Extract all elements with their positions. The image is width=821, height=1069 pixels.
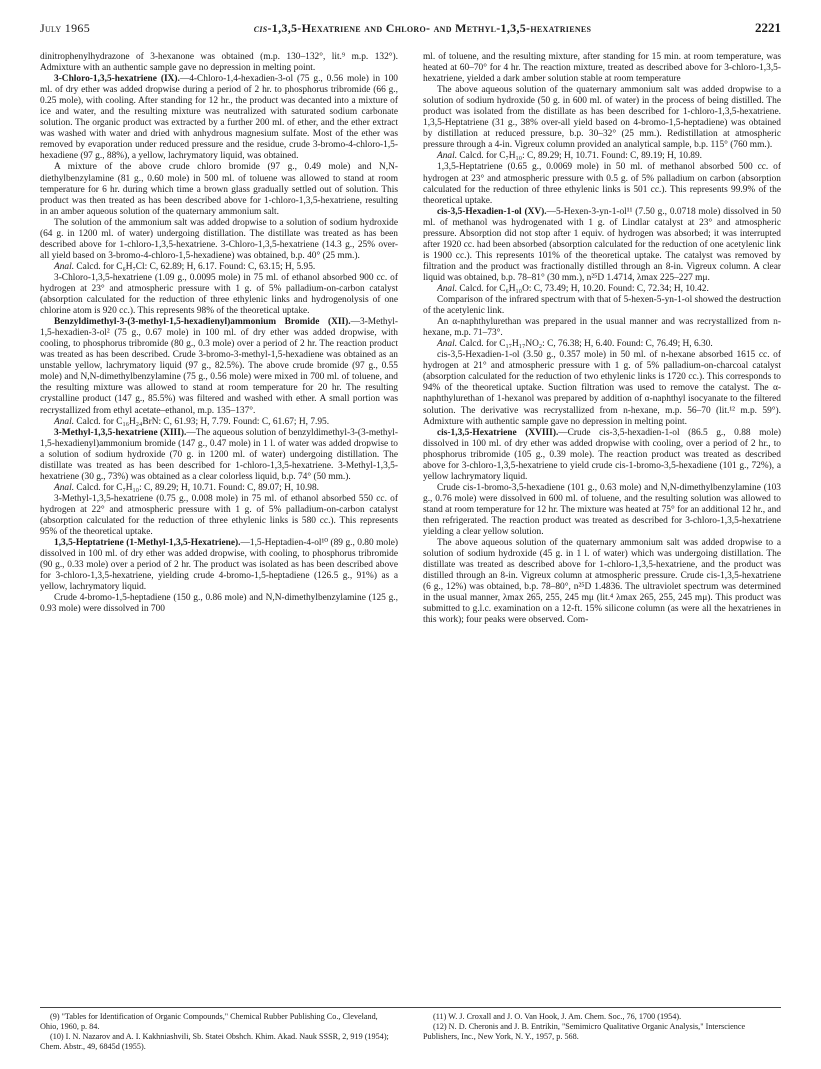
- paragraph: [40, 162, 398, 217]
- paragraph: [40, 317, 398, 416]
- analysis-label: Anal.: [437, 339, 458, 350]
- paragraph-text: Calcd. for C₁₆H₂₄BrN: C, 61.93; H, 7.79. Found: C, 61.67; H, 7.95.: [74, 416, 330, 427]
- paragraph: [423, 85, 781, 151]
- footnotes: [40, 1012, 781, 1052]
- paragraph-text: The above aqueous solution of the quaternary ammonium salt was added dropwise to a solution of sodium hydroxide (50 g. in 600 ml. of water) in the process of being distilled. The product was isolated from the distillate as has been described for 1-chloro-1,3,5-hexatriene. 1,3,5-Heptatriene (31 g., 38% over-all yield based on 4-bromo-1,5-heptadiene) was obtained by distillation at reduced pressure, b.p. 30–32° (25 mm.). Redistillation at atmospheric pressure through a 4-in. Vigreux column provided an analytical sample, b.p. 115° (760 mm.).: [423, 85, 781, 151]
- paragraph-text: ml. of toluene, and the resulting mixture, after standing for 15 min. at room temperature, was heated at 60–70° for 4 hr. The reaction mixture, treated as described above for 3-chloro-1,3,5-hexatriene, yielded a dark amber solution stable at room temperature: [423, 52, 781, 85]
- paragraph: [40, 538, 398, 593]
- paragraph: [40, 417, 398, 428]
- footnotes-right: [423, 1012, 781, 1052]
- running-header: [40, 20, 781, 36]
- analysis-label: Anal.: [54, 261, 75, 272]
- page-number: 2221: [754, 20, 781, 35]
- left-column: [40, 52, 398, 626]
- analysis-label: Anal.: [437, 151, 458, 162]
- paragraph-text: —The aqueous solution of benzyldimethyl-3-(3-methyl-1,5-hexadienyl)ammonium bromide (147 g., 0.47 mole) in 1 l. of water was added dropwise to a solution of sodium hydroxide (70 g. in 1200 ml. of water) undergoing distillation. The distillate was treated as has been described for 1-chloro-1,3,5-hexatriene. 3-Methyl-1,3,5-hexatriene (30 g., 73%) was obtained as a clear colorless liquid, b.p. 74° (50 mm.).: [40, 427, 398, 482]
- paragraph-text: Calcd. for C₁₇H₁₇NO₂: C, 76.38; H, 6.40. Found: C, 76.49; H, 6.30.: [457, 339, 713, 350]
- paragraph: [40, 218, 398, 262]
- paragraph: [423, 483, 781, 538]
- footnote-rule: [40, 1007, 781, 1008]
- paragraph: [423, 317, 781, 339]
- analysis-label: Anal.: [437, 283, 458, 294]
- header-title-text: -1,3,5-Hexatriene and Chloro- and Methyl-1,3,5-hexatrienes: [267, 21, 592, 35]
- paragraph: [423, 428, 781, 483]
- paragraph-text: dinitrophenylhydrazone of 3-hexanone was obtained (m.p. 130–132°, lit.⁹ m.p. 132°). Admixture with an authentic sample gave no depression in melting point.: [40, 52, 398, 74]
- header-title-iso: cis: [253, 21, 268, 35]
- paragraph-text: The solution of the ammonium salt was added dropwise to a solution of sodium hydroxide (64 g. in 1200 ml. of water) undergoing distillation. The distillate was treated as has been described above for 1-chloro-1,3,5-hexatriene. 3-Chloro-1,3,5-hexatriene (14.3 g., 25% over-all yield based on 3-bromo-4-chloro-1,5-hexadiene) was obtained, b.p. 40° (25 mm.).: [40, 217, 398, 261]
- paragraph-text: The above aqueous solution of the quaternary ammonium salt was added dropwise to a solution of sodium hydroxide (45 g. in 1 l. of water) which was undergoing distillation. The distillate was treated as described above for 1-chloro-1,3,5-hexatriene, and the product was distilled through an 8-in. Vigreux column at atmospheric pressure. Crude cis-1,3,5-hexatriene (6 g., 12%) was obtained, b.p. 78–80°, n²⁵D 1.4836. The ultraviolet spectrum was determined in the usual manner, λmax 265, 255, 245 mμ (lit.⁴ λmax 265, 255, 245 mμ). This product was submitted to g.l.c. examination on a 12-ft. 15% silicone column (as were all the hexatrienes in this work); four peaks were observed. Com-: [423, 538, 781, 626]
- paragraph-text: 1,3,5-Heptatriene (0.65 g., 0.0069 mole) in 50 ml. of methanol absorbed 500 cc. of hydrogen at 23° and atmospheric pressure with 0.5 g. of 5% palladium on carbon (absorption calculated for the reduction of three ethylenic links is 501 cc.). This represents 99.9% of the theoretical uptake.: [423, 162, 781, 206]
- paragraph: [40, 593, 398, 615]
- paragraph: [423, 339, 781, 350]
- paragraph-text: Calcd. for C₇H₁₀: C, 89.29; H, 10.71. Found: C, 89.19; H, 10.89.: [457, 151, 703, 162]
- paragraph-text: —Crude cis-3,5-hexadien-1-ol (86.5 g., 0.88 mole) dissolved in 100 ml. of dry ether was added dropwise with cooling, over a period of 2 hr., to phosphorus tribromide (105 g., 0.39 mole). The reaction product was treated as described above for 3-chloro-1,3,5-hexatriene to yield crude cis-1-bromo-3,5-hexadiene (101 g., 72%), a yellow lachrymatory liquid.: [423, 427, 781, 482]
- paragraph-text: Crude 4-bromo-1,5-heptadiene (150 g., 0.86 mole) and N,N-dimethylbenzylamine (125 g., 0.93 mole) were dissolved in 700: [40, 593, 398, 615]
- paragraph-text: —1,5-Heptadien-4-ol¹⁰ (89 g., 0.80 mole) dissolved in 100 ml. of dry ether was added dropwise, with cooling, to phosphorus tribromide (90 g., 0.33 mole) over a period of 2 hr. The product was isolated as has been described above for 3-chloro-1,3,5-hexatriene, yielding crude 4-bromo-1,5-heptadiene (126.5 g., 91%) as a yellow, lachrymatory liquid.: [40, 538, 398, 593]
- footnote: (10) I. N. Nazarov and A. I. Kakhniashvili, Sb. Statei Obshch. Khim. Akad. Nauk SSSR, 2, 919 (1954); Chem. Abstr., 49, 6845d (1955).: [40, 1032, 389, 1051]
- paragraph-text: Calcd. for C₇H₁₀: C, 89.29; H, 10.71. Found: C, 89.07; H, 10.98.: [74, 482, 320, 493]
- footnote: (9) "Tables for Identification of Organic Compounds," Chemical Rubber Publishing Co., Cleveland, Ohio, 1960, p. 84.: [40, 1012, 378, 1031]
- paragraph: [423, 295, 781, 317]
- header-date: July 1965: [40, 21, 91, 35]
- paragraph-text: —5-Hexen-3-yn-1-ol¹¹ (7.50 g., 0.0718 mole) dissolved in 50 ml. of methanol was hydrogenated with 1 g. of Lindlar catalyst at 23° and atmospheric pressure. Absorption did not stop after 1 equiv. of hydrogen was absorbed; it was interrupted after 1920 cc. had been absorbed (absorption calculated for the reduction of one acetylenic link is 1900 cc.). This represents 101% of the theoretical uptake. The catalyst was removed by filtration and the product was fractionally distilled through an 8-in. Vigreux column. A clear liquid was obtained, b.p. 78–81° (30 mm.), n²⁵D 1.4714, λmax 225–227 mμ.: [423, 206, 781, 283]
- paragraph-text: A mixture of the above crude chloro bromide (97 g., 0.49 mole) and N,N-diethylbenzylamine (81 g., 0.60 mole) in 500 ml. of toluene was allowed to stand at room temperature for 6 hr. during which time a brown glass gradually settled out of solution. This product was then treated as has been described above for 1-chloro-1,3,5-hexatriene, resulting in an amber aqueous solution of the quaternary ammonium salt.: [40, 162, 398, 217]
- paragraph-text: —3-Methyl-1,5-hexadien-3-ol² (75 g., 0.67 mole) in 100 ml. of dry ether was added dropwise, with cooling, to phosphorus tribromide (80 g., 0.3 mole) over a period of 2 hr. The reaction product was treated as has been described. Crude 3-bromo-3-methyl-1,5-hexadiene was obtained as an unstable yellow, lachrymatory liquid (97 g., 82.5%). The above crude bromide (97 g., 0.55 mole) and N,N-dimethylbenzylamine (75 g., 0.56 mole) were mixed in 700 ml. of toluene, and the resulting mixture was allowed to stand at room temperature for 20 hr. The resulting crystalline product (147 g., 85.5%) was filtered and washed with ether. A small portion was recrystallized from ethyl acetate–ethanol, m.p. 135–137°.: [40, 317, 398, 416]
- paragraph: [40, 52, 398, 74]
- paragraph: [423, 151, 781, 162]
- header-title: [254, 21, 592, 36]
- section-heading: 3-Chloro-1,3,5-hexatriene (IX).: [54, 74, 180, 85]
- paragraph-text: 3-Chloro-1,3,5-hexatriene (1.09 g., 0.0095 mole) in 75 ml. of ethanol absorbed 900 cc. of hydrogen at 23° and atmospheric pressure with 1 g. of 5% palladium-on-carbon catalyst (absorption calculated for the reduction of three ethylenic links and hydrogenolysis of one chlorine atom is 920 cc.). This represents 98% of the theoretical uptake.: [40, 272, 398, 317]
- paragraph: [423, 162, 781, 206]
- paragraph: [40, 494, 398, 538]
- body-columns: [40, 52, 781, 626]
- paragraph-text: Comparison of the infrared spectrum with that of 5-hexen-5-yn-1-ol showed the destruction of the acetylenic link.: [423, 295, 781, 317]
- analysis-label: Anal.: [54, 482, 75, 493]
- paragraph: [40, 428, 398, 483]
- right-column: [423, 52, 781, 626]
- paragraph-text: An α-naphthylurethan was prepared in the usual manner and was recrystallized from n-hexane, m.p. 71–73°.: [423, 317, 781, 339]
- paragraph: [40, 74, 398, 162]
- section-heading: cis-3,5-Hexadien-1-ol (XV).: [437, 206, 547, 217]
- section-heading: 3-Methyl-1,3,5-hexatriene (XIII).: [54, 427, 187, 438]
- paragraph: [423, 207, 781, 284]
- paragraph-text: —4-Chloro-1,4-hexadien-3-ol (75 g., 0.56 mole) in 100 ml. of dry ether was added dropwise during a period of 2 hr. to phosphorus tribromide (66 g., 0.25 mole), with cooling. After standing for 12 hr., the product was decanted into a mixture of ice and water, and the resulting mixture was neutralized with saturated sodium carbonate solution. The organic product was extracted by a further 200 ml. of ether, and the ether extract was washed with water and dried with anhydrous magnesium sulfate. Most of the ether was removed by evaporation under reduced pressure and the residue, crude 3-bromo-4-chloro-1,5-hexadiene (97 g., 88%), a yellow, lachrymatory liquid, was obtained.: [40, 74, 398, 162]
- paragraph-text: Calcd. for C₆H₇Cl: C, 62.89; H, 6.17. Found: C, 63.15; H, 5.95.: [74, 261, 316, 272]
- paragraph-text: cis-3,5-Hexadien-1-ol (3.50 g., 0.357 mole) in 50 ml. of n-hexane absorbed 1615 cc. of hydrogen at 21° and atmospheric pressure with 1 g. of 5% palladium-on-charcoal catalyst (absorption calculated for the reduction of two ethylenic links is 1720 cc.). This corresponds to 94% of the theoretical uptake. Suction filtration was used to remove the catalyst. The α-naphthylurethan of 1-hexanol was prepared by addition of α-naphthyl isocyanate to the filtered solution. The derivative was recrystallized from n-hexane, m.p. 56–70 (lit.¹² m.p. 59°). Admixture with authentic sample gave no depression in melting point.: [423, 350, 781, 427]
- analysis-label: Anal.: [54, 416, 75, 427]
- paragraph: [423, 538, 781, 626]
- section-heading: 1,3,5-Heptatriene (1-Methyl-1,3,5-Hexatriene).: [54, 538, 241, 549]
- section-heading: Benzyldimethyl-3-(3-methyl-1,5-hexadienyl)ammonium Bromide (XII).: [54, 317, 351, 328]
- footnotes-left: [40, 1012, 398, 1052]
- footnote: (11) W. J. Croxall and J. O. Van Hook, J. Am. Chem. Soc., 76, 1700 (1954).: [433, 1012, 682, 1021]
- footnote: (12) N. D. Cheronis and J. B. Entrikin, "Semimicro Qualitative Organic Analysis," Interscience Publishers, Inc., New York, N. Y., 1957, p. 568.: [423, 1022, 746, 1041]
- paragraph: [423, 52, 781, 85]
- paragraph: [40, 273, 398, 317]
- paragraph: [423, 284, 781, 295]
- paragraph-text: Crude cis-1-bromo-3,5-hexadiene (101 g., 0.63 mole) and N,N-dimethylbenzylamine (103 g., 0.76 mole) were dissolved in 600 ml. of toluene, and the resulting solution was allowed to stand at room temperature for 12 hr. The mixture was heated at 75° for an additional 12 hr., and then refrigerated. The reaction product was treated as described for 3-chloro-1,3,5-hexatriene yielding a clear yellow solution.: [423, 482, 781, 538]
- paragraph: [40, 262, 398, 273]
- paragraph: [423, 350, 781, 427]
- paragraph-text: 3-Methyl-1,3,5-hexatriene (0.75 g., 0.008 mole) in 75 ml. of ethanol absorbed 550 cc. of hydrogen at 22° and atmospheric pressure with 1 g. of 5% palladium-on-carbon catalyst (absorption calculated for the reduction of three ethylenic links is 580 cc.). This represents 95% of the theoretical uptake.: [40, 493, 398, 538]
- section-heading: cis-1,3,5-Hexatriene (XVIII).: [437, 427, 559, 438]
- paragraph-text: Calcd. for C₆H₁₀O: C, 73.49; H, 10.20. Found: C, 72.34; H, 10.42.: [457, 283, 709, 294]
- paragraph: [40, 483, 398, 494]
